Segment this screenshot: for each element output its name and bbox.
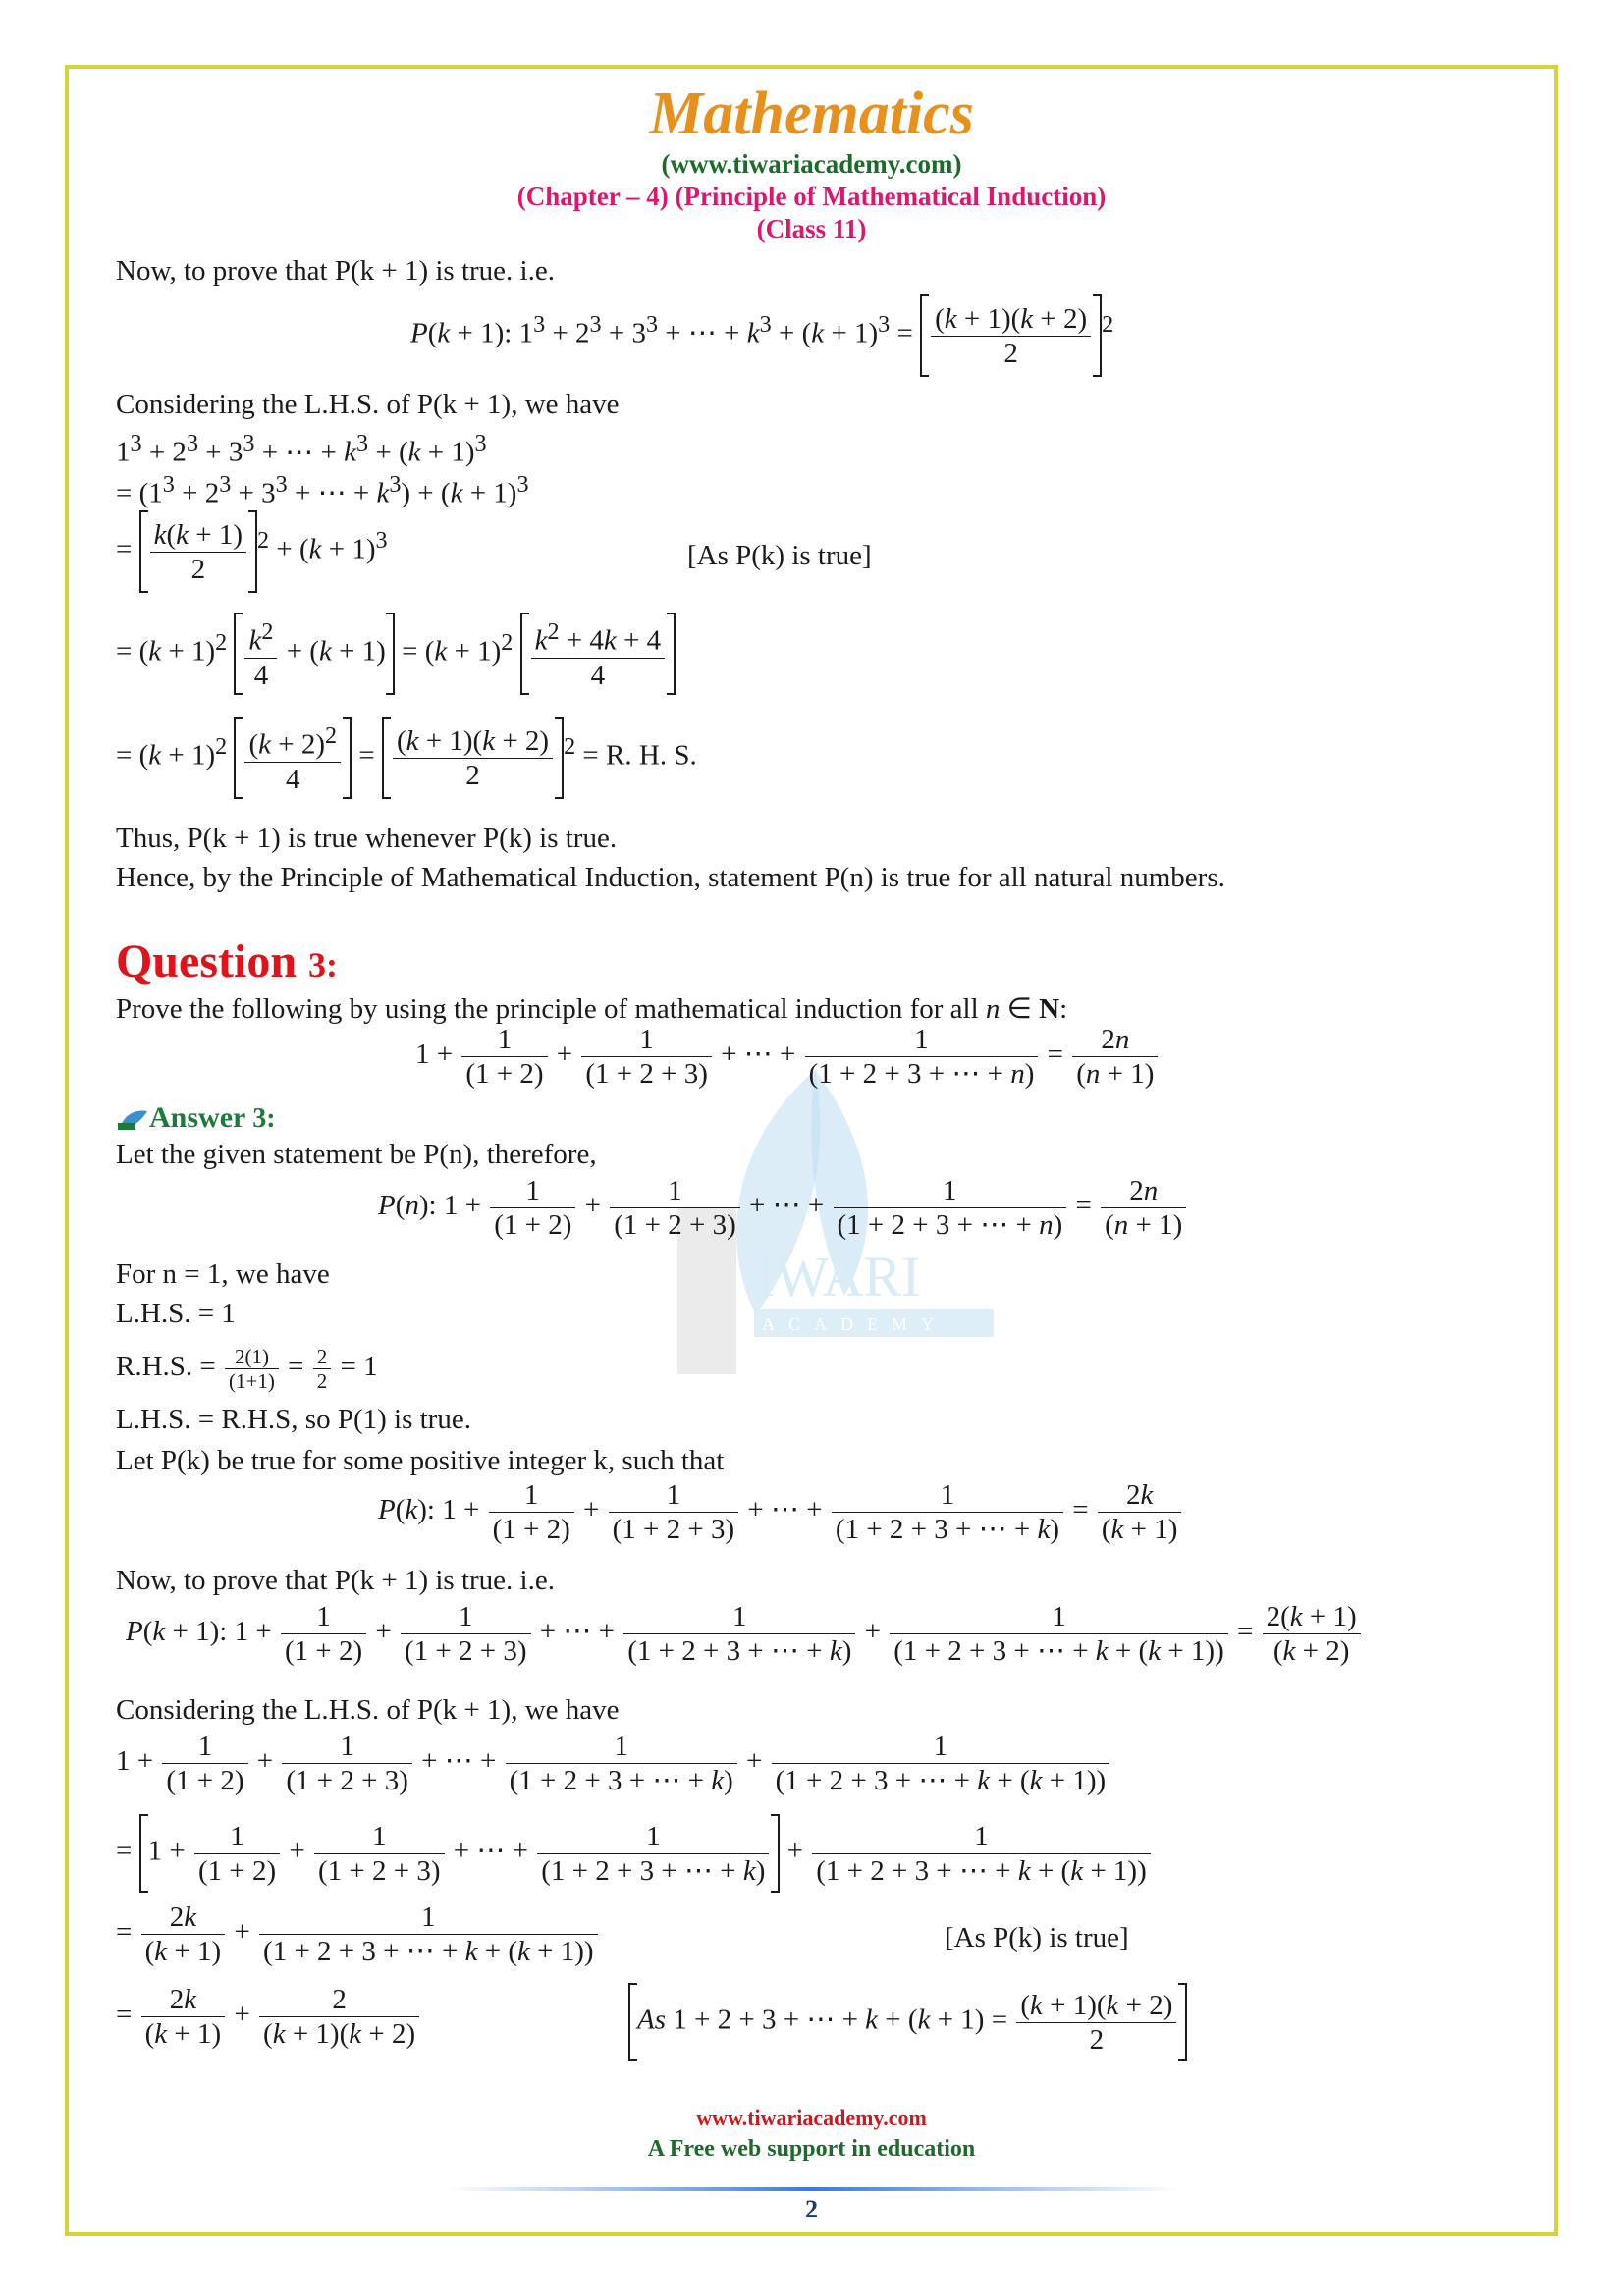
- footer-divider: [447, 2187, 1178, 2191]
- equation-step: 1 + $\frac{1}{(1 + 2)}$ + $\frac{1}{(1 + 2 + 3)}$ + ⋯ + $\frac{1}{(1 + 2 + 3 + \cdots + k)}$ + $\frac{1}{(1 + 2 + 3 + \cdots + k + (k + 1))}$: [116, 1730, 1111, 1797]
- question-number: 3:: [308, 945, 339, 985]
- page-number: 2: [805, 2195, 818, 2223]
- equation-pk1: P(k + 1): $1^3 + 2^3 + 3^3$ + ⋯ + $k^3 + (k + 1)^3$ = $\frac{(k + 1)(k + 2)}{2}$ $^2$: [410, 294, 1113, 377]
- equation-step: $1^3 + 2^3 + 3^3$ + ⋯ + $k^3 + (k + 1)^3$: [116, 430, 487, 468]
- equation-step: = ($1^3 + 2^3 + 3^3$ + ⋯ + $k^3) + (k + 1)^3$: [116, 471, 529, 509]
- rhs-label: R.H.S. =: [116, 1351, 216, 1383]
- text-line: Let the given statement be P(n), therefore,: [116, 1139, 597, 1170]
- note-sum-formula: As 1 + 2 + 3 + ⋯ + k + (k + 1) = $\frac{(k + 1)(k + 2)}{2}$: [628, 1983, 1187, 2061]
- text-line: Now, to prove that P(k + 1) is true. i.e.: [116, 1565, 555, 1596]
- answer-heading: [116, 1101, 276, 1135]
- text-line: Let P(k) be true for some positive integer k, such that: [116, 1445, 725, 1476]
- equation-step: = 1 + $\frac{1}{(1 + 2)}$ + $\frac{1}{(1 + 2 + 3)}$ + ⋯ + $\frac{1}{(1 + 2 + 3 + \cdots + k)}$ + $\frac{1}{(1 + 2 + 3 + \cdots + k + (k + 1))}$: [116, 1814, 1153, 1893]
- chapter-title: (Chapter – 4) (Principle of Mathematical Induction): [516, 182, 1107, 211]
- answer-leaf-icon: [116, 1107, 149, 1133]
- header-url: (www.tiwariacademy.com): [661, 149, 962, 179]
- text-line: Hence, by the Principle of Mathematical Induction, statement P(n) is true for all natural numbers.: [116, 862, 1225, 893]
- watermark-text: IWARI: [756, 1245, 921, 1308]
- note-as-pk-true: [As P(k) is true]: [945, 1922, 1129, 1953]
- question-word: Question: [116, 935, 298, 988]
- note-as-pk-true: [As P(k) is true]: [687, 540, 872, 571]
- equation-pn: P(n): 1 + $\frac{1}{(1 + 2)}$ + $\frac{1}{(1 + 2 + 3)}$ + ⋯ + $\frac{1}{(1 + 2 + 3 + \cdots + n)}$ = $\frac{2n}{(n + 1)}$: [378, 1174, 1188, 1242]
- equation-pk1-induction: P(k + 1): 1 + $\frac{1}{(1 + 2)}$ + $\frac{1}{(1 + 2 + 3)}$ + ⋯ + $\frac{1}{(1 + 2 + 3 + \cdots + k)}$ + $\frac{1}{(1 + 2 + 3 + \cdots + k + (k + 1))}$ = $\frac{2(k + 1)}{(k + 2)}$: [126, 1600, 1363, 1668]
- question-prompt-text: Prove the following by using the principle of mathematical induction for all: [116, 993, 979, 1025]
- question-prompt: Prove the following by using the principle of mathematical induction for all n ∈ N:: [116, 993, 1068, 1025]
- text-line: L.H.S. = 1: [116, 1298, 236, 1329]
- equation-step: = $\frac{2k}{(k + 1)}$ + $\frac{1}{(1 + 2 + 3 + \cdots + k + (k + 1))}$: [116, 1900, 600, 1968]
- text-line: Considering the L.H.S. of P(k + 1), we have: [116, 1694, 620, 1726]
- equation-pk: P(k): 1 + $\frac{1}{(1 + 2)}$ + $\frac{1}{(1 + 2 + 3)}$ + ⋯ + $\frac{1}{(1 + 2 + 3 + \cdots + k)}$ = $\frac{2k}{(k + 1)}$: [378, 1478, 1183, 1546]
- equation-step: = $\frac{k(k + 1)}{2}$ $^2 + (k + 1)^3$: [116, 510, 388, 593]
- footer-tagline: A Free web support in education: [647, 2136, 976, 2162]
- page-title: Mathematics: [649, 80, 974, 147]
- answer-number: 3:: [252, 1103, 276, 1134]
- watermark-subtext: ACADEMY: [762, 1314, 948, 1334]
- rhs-line: R.H.S. = $\frac{2(1)}{(1+1)}$ = $\frac{2}{2}$ = 1: [116, 1345, 378, 1393]
- text-line: For n = 1, we have: [116, 1258, 330, 1290]
- text-line: L.H.S. = R.H.S, so P(1) is true.: [116, 1404, 471, 1435]
- equation-step: = $(k + 1)^2$ $\frac{k^2}{4}$ + $(k + 1) = (k + 1)^2$ $\frac{k^2 + 4k + 4}{4}$: [116, 613, 676, 695]
- text-line: Thus, P(k + 1) is true whenever P(k) is true.: [116, 823, 618, 854]
- question-heading: [116, 934, 338, 988]
- equation-question: 1 + $\frac{1}{(1 + 2)}$ + $\frac{1}{(1 + 2 + 3)}$ + ⋯ + $\frac{1}{(1 + 2 + 3 + \cdots + n)}$ = $\frac{2n}{(n + 1)}$: [415, 1023, 1160, 1091]
- class-label: (Class 11): [756, 214, 867, 243]
- equation-step: = $\frac{2k}{(k + 1)}$ + $\frac{2}{(k + 1)(k + 2)}$: [116, 1983, 421, 2051]
- footer-url: www.tiwariacademy.com: [696, 2106, 927, 2130]
- text-line: Considering the L.H.S. of P(k + 1), we have: [116, 389, 620, 420]
- text-line: Now, to prove that P(k + 1) is true. i.e.: [116, 255, 555, 287]
- equation-step: = $(k + 1)^2$ $\frac{(k + 2)^2}{4}$ = $\frac{(k + 1)(k + 2)}{2}$ $^2$ = R. H. S.: [116, 717, 697, 799]
- answer-word: Answer: [149, 1101, 245, 1134]
